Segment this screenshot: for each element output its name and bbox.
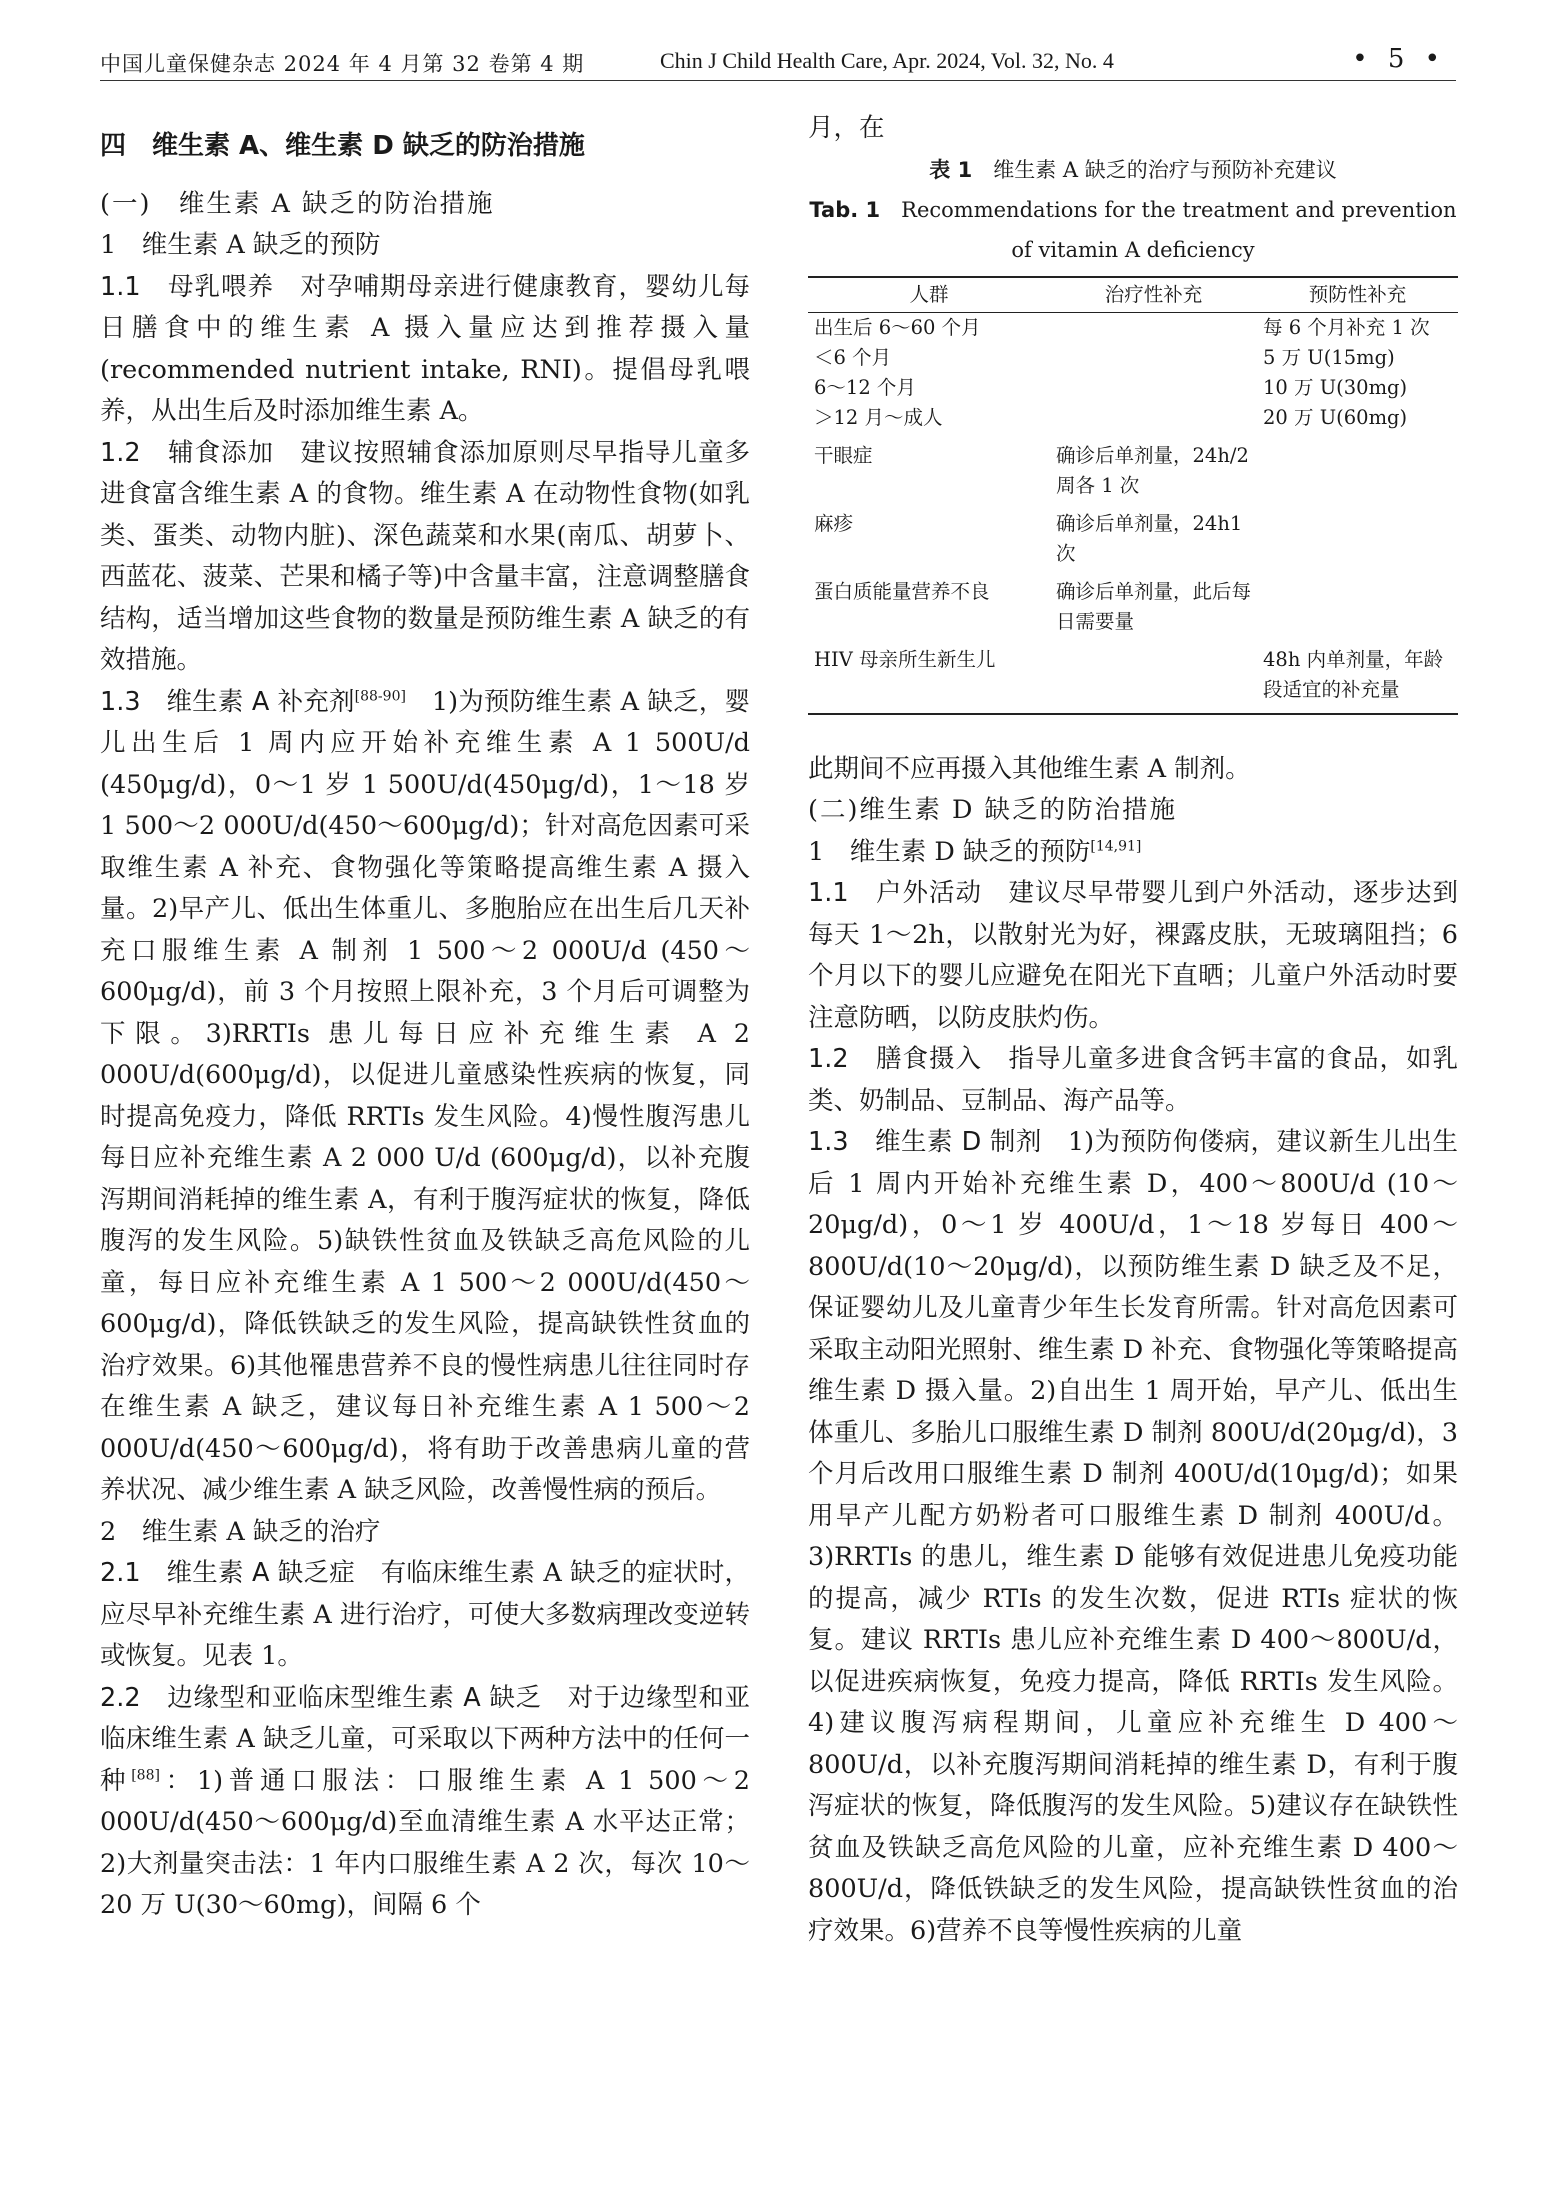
paragraph-d-1-3 (808, 1122, 1458, 1952)
vitamin-a-table (808, 276, 1458, 715)
table-row (808, 343, 1458, 373)
after-table-text: 此期间不应再摄入其他维生素 A 制剂。 (808, 753, 1251, 784)
table-cell: 确诊后单剂量，24h1 次 (1056, 511, 1243, 565)
table-caption-en (808, 190, 1458, 270)
text-1-3: 1)为预防维生素 A 缺乏，婴儿出生后 1 周内应开始补充维生素 A 1 500U/d (450μg/d)，0～1 岁 1 500U/d(450μg/d)，1～18 岁 1 500～2 000U/d(450～600μg/d)；针对高危因素可采取维生素 A 补充、食物强化等策略提高维生素 A 摄入量。2)早产儿、低出生体重儿、多胞胎应在出生后几天补充口服维生素 A 制剂 1 500～2 000U/d (450～600μg/d)，前 3 个月按照上限补充，3 个月后可调整为下限。3)RRTIs 患儿每日应补充维生素 A 2 000U/d(600μg/d)，以促进儿童感染性疾病的恢复，同时提高免疫力，降低 RRTIs 发生风险。4)慢性腹泻患儿每日应补充维生素 A 2 000 U/d (600μg/d)，以补充腹泻期间消耗掉的维生素 A，有利于腹泻症状的恢复，降低腹泻的发生风险。5)缺铁性贫血及铁缺乏高危风险的儿童，每日应补充维生素 A 1 500～2 000U/d(450～600μg/d)，降低铁缺乏的发生风险，提高缺铁性贫血的治疗效果。6)其他罹患营养不良的慢性病患儿往往同时存在维生素 A 缺乏，建议每日补充维生素 A 1 500～2 000U/d(450～600μg/d)，将有助于改善患病儿童的营养状况、减少维生素 A 缺乏风险，改善慢性病的预后。 (100, 686, 750, 1505)
table-cell (1257, 433, 1458, 501)
table-cell: 6～12 个月 (814, 375, 916, 399)
text-1-2: 建议按照辅食添加原则尽早指导儿童多进食富含维生素 A 的食物。维生素 A 在动物性食物(如乳类、蛋类、动物内脏)、深色蔬菜和水果(南瓜、胡萝卜、西蓝花、菠菜、芒果和橘子等)中含量丰富，注意调整膳食结构，适当增加这些食物的数量是预防维生素 A 缺乏的有效措施。 (100, 437, 750, 675)
keyword-d-1-3: 1.3 维生素 D 制剂 (808, 1127, 1042, 1157)
table-header: 人群 (808, 277, 1050, 313)
text-d-1-1: 建议尽早带婴儿到户外活动，逐步达到每天 1～2h，以散射光为好，裸露皮肤，无玻璃阻挡；6 个月以下的婴儿应避免在阳光下直晒；儿童户外活动时要注意防晒，以防皮肤灼伤。 (808, 878, 1458, 1033)
table-header-row (808, 277, 1458, 313)
text-d-1-2: 指导儿童多进食含钙丰富的食品，如乳类、奶制品、豆制品、海产品等。 (808, 1044, 1458, 1116)
paragraph-2-2 (100, 1678, 750, 1927)
table-cell (1050, 343, 1257, 373)
heading-a-treatment: 2 维生素 A 缺乏的治疗 (100, 1516, 381, 1547)
table-title-en: Recommendations for the treatment and prevention of vitamin A deficiency (880, 197, 1457, 262)
table-caption-cn (808, 150, 1458, 190)
paragraph-d-1-2 (808, 1039, 1458, 1122)
citation-1-3: [88-90] (354, 688, 406, 704)
paragraph-1-2 (100, 433, 750, 682)
table-cell: ＞12 月～成人 (814, 405, 943, 429)
journal-title-en: Chin J Child Health Care, Apr. 2024, Vol. 32, No. 4 (660, 48, 1114, 73)
paragraph-1-1 (100, 267, 750, 433)
table-cell: 5 万 U(15mg) (1263, 345, 1395, 369)
keyword-d-1-2: 1.2 膳食摄入 (808, 1044, 983, 1074)
section-title: 四 维生素 A、维生素 D 缺乏的防治措施 (100, 131, 585, 161)
right-column (808, 108, 1458, 1952)
table-cell: 48h 内单剂量，年龄段适宜的补充量 (1257, 637, 1458, 714)
table-cell: 确诊后单剂量，24h/2 周各 1 次 (1056, 443, 1249, 497)
table-cell: 每 6 个月补充 1 次 (1263, 315, 1430, 339)
table-cell (1257, 569, 1458, 637)
paragraph-1-3 (100, 682, 750, 1512)
table-cell (1257, 501, 1458, 569)
table-row (808, 373, 1458, 403)
continuation-text: 月，在 (808, 113, 885, 143)
table-cell: ＜6 个月 (814, 345, 892, 369)
table-row (808, 637, 1458, 714)
paragraph-d-1-1 (808, 873, 1458, 1039)
subsection-vitamin-a: (一) 维生素 A 缺乏的防治措施 (100, 188, 495, 219)
table-label-cn: 表 1 (929, 157, 973, 182)
page-number: • 5 • (1352, 44, 1446, 74)
heading-d-prevention (808, 832, 1458, 874)
text-2-2b: ：1)普通口服法：口服维生素 A 1 500～2 000U/d(450～600μg/d)至血清维生素 A 水平达正常；2)大剂量突击法：1 年内口服维生素 A 2 次，每次 10～20 万 U(30～60mg)，间隔 6 个 (100, 1765, 750, 1920)
citation-2-2: [88] (131, 1767, 160, 1783)
keyword-1-2: 1.2 辅食添加 (100, 437, 275, 468)
keyword-d-1-1: 1.1 户外活动 (808, 878, 983, 908)
heading-d-prevention-text: 1 维生素 D 缺乏的预防 (808, 836, 1091, 867)
text-1-1: 对孕哺期母亲进行健康教育，婴幼儿每日膳食中的维生素 A 摄入量应达到推荐摄入量(recommended nutrient intake, RNI)。提倡母乳喂养，从出生后及时添加维生素 A。 (100, 271, 750, 426)
keyword-1-3: 1.3 维生素 A 补充剂 (100, 686, 355, 717)
table-cell: 蛋白质能量营养不良 (814, 579, 990, 603)
table-cell: 出生后 6～60 个月 (814, 315, 981, 339)
table-row (808, 312, 1458, 343)
left-column (100, 118, 750, 1927)
table-cell: 20 万 U(60mg) (1263, 405, 1408, 429)
running-header (100, 40, 1456, 81)
table-cell: HIV 母亲所生新生儿 (808, 637, 1050, 714)
table-row (808, 433, 1458, 501)
table-cell: 确诊后单剂量，此后每日需要量 (1056, 579, 1252, 633)
table-cell (1050, 373, 1257, 403)
text-d-1-3: 1)为预防佝偻病，建议新生儿出生后 1 周内开始补充维生素 D，400～800U/d (10～20μg/d)，0～1 岁 400U/d，1～18 岁每日 400～800U/d(10～20μg/d)，以预防维生素 D 缺乏及不足，保证婴幼儿及儿童青少年生长发育所需。针对高危因素可采取主动阳光照射、维生素 D 补充、食物强化等策略提高维生素 D 摄入量。2)自出生 1 周开始，早产儿、低出生体重儿、多胎儿口服维生素 D 制剂 800U/d(20μg/d)，3 个月后改用口服维生素 D 制剂 400U/d(10μg/d)；如果用早产儿配方奶粉者可口服维生素 D 制剂 400U/d。3)RRTIs 的患儿，维生素 D 能够有效促进患儿免疫功能的提高，减少 RTIs 的发生次数，促进 RTIs 症状的恢复。建议 RRTIs 患儿应补充维生素 D 400～800U/d，以促进疾病恢复，免疫力提高，降低 RRTIs 发生风险。4)建议腹泻病程期间，儿童应补充维生 D 400～800U/d，以补充腹泻期间消耗掉的维生素 D，有利于腹泻症状的恢复，降低腹泻的发生风险。5)建议存在缺铁性贫血及铁缺乏高危风险的儿童，应补充维生素 D 400～800U/d，降低铁缺乏的发生风险，提高缺铁性贫血的治疗效果。6)营养不良等慢性疾病的儿童 (808, 1127, 1458, 1946)
table-cell: 麻疹 (814, 511, 854, 535)
table-cell: 干眼症 (814, 443, 873, 467)
keyword-1-1: 1.1 母乳喂养 (100, 271, 275, 302)
table-row (808, 501, 1458, 569)
keyword-2-2: 2.2 边缘型和亚临床型维生素 A 缺乏 (100, 1682, 542, 1713)
text-2-1: 有临床维生素 A 缺乏的症状时，应尽早补充维生素 A 进行治疗，可使大多数病理改变逆转或恢复。见表 1。 (100, 1558, 750, 1671)
table-cell (1050, 312, 1257, 343)
table-cell (1050, 403, 1257, 433)
table-title-cn: 维生素 A 缺乏的治疗与预防补充建议 (972, 157, 1337, 182)
keyword-2-1: 2.1 维生素 A 缺乏症 (100, 1558, 355, 1588)
paragraph-2-1 (100, 1553, 750, 1678)
table-cell: 10 万 U(30mg) (1263, 375, 1408, 399)
text-2-2a: 对于边缘型和亚临床维生素 A 缺乏儿童，可采取以下两种方法中的任何一种 (100, 1682, 750, 1796)
journal-title-cn: 中国儿童保健杂志 2024 年 4 月第 32 卷第 4 期 (100, 52, 585, 76)
subsection-vitamin-d: (二)维生素 D 缺乏的防治措施 (808, 795, 1178, 825)
table-header: 预防性补充 (1257, 277, 1458, 313)
table-row (808, 569, 1458, 637)
heading-a-prevention: 1 维生素 A 缺乏的预防 (100, 230, 381, 260)
citation-d: [14,91] (1090, 838, 1142, 854)
table-label-en: Tab. 1 (809, 197, 881, 222)
table-cell (1050, 637, 1257, 714)
table-row (808, 403, 1458, 433)
table-header: 治疗性补充 (1050, 277, 1257, 313)
